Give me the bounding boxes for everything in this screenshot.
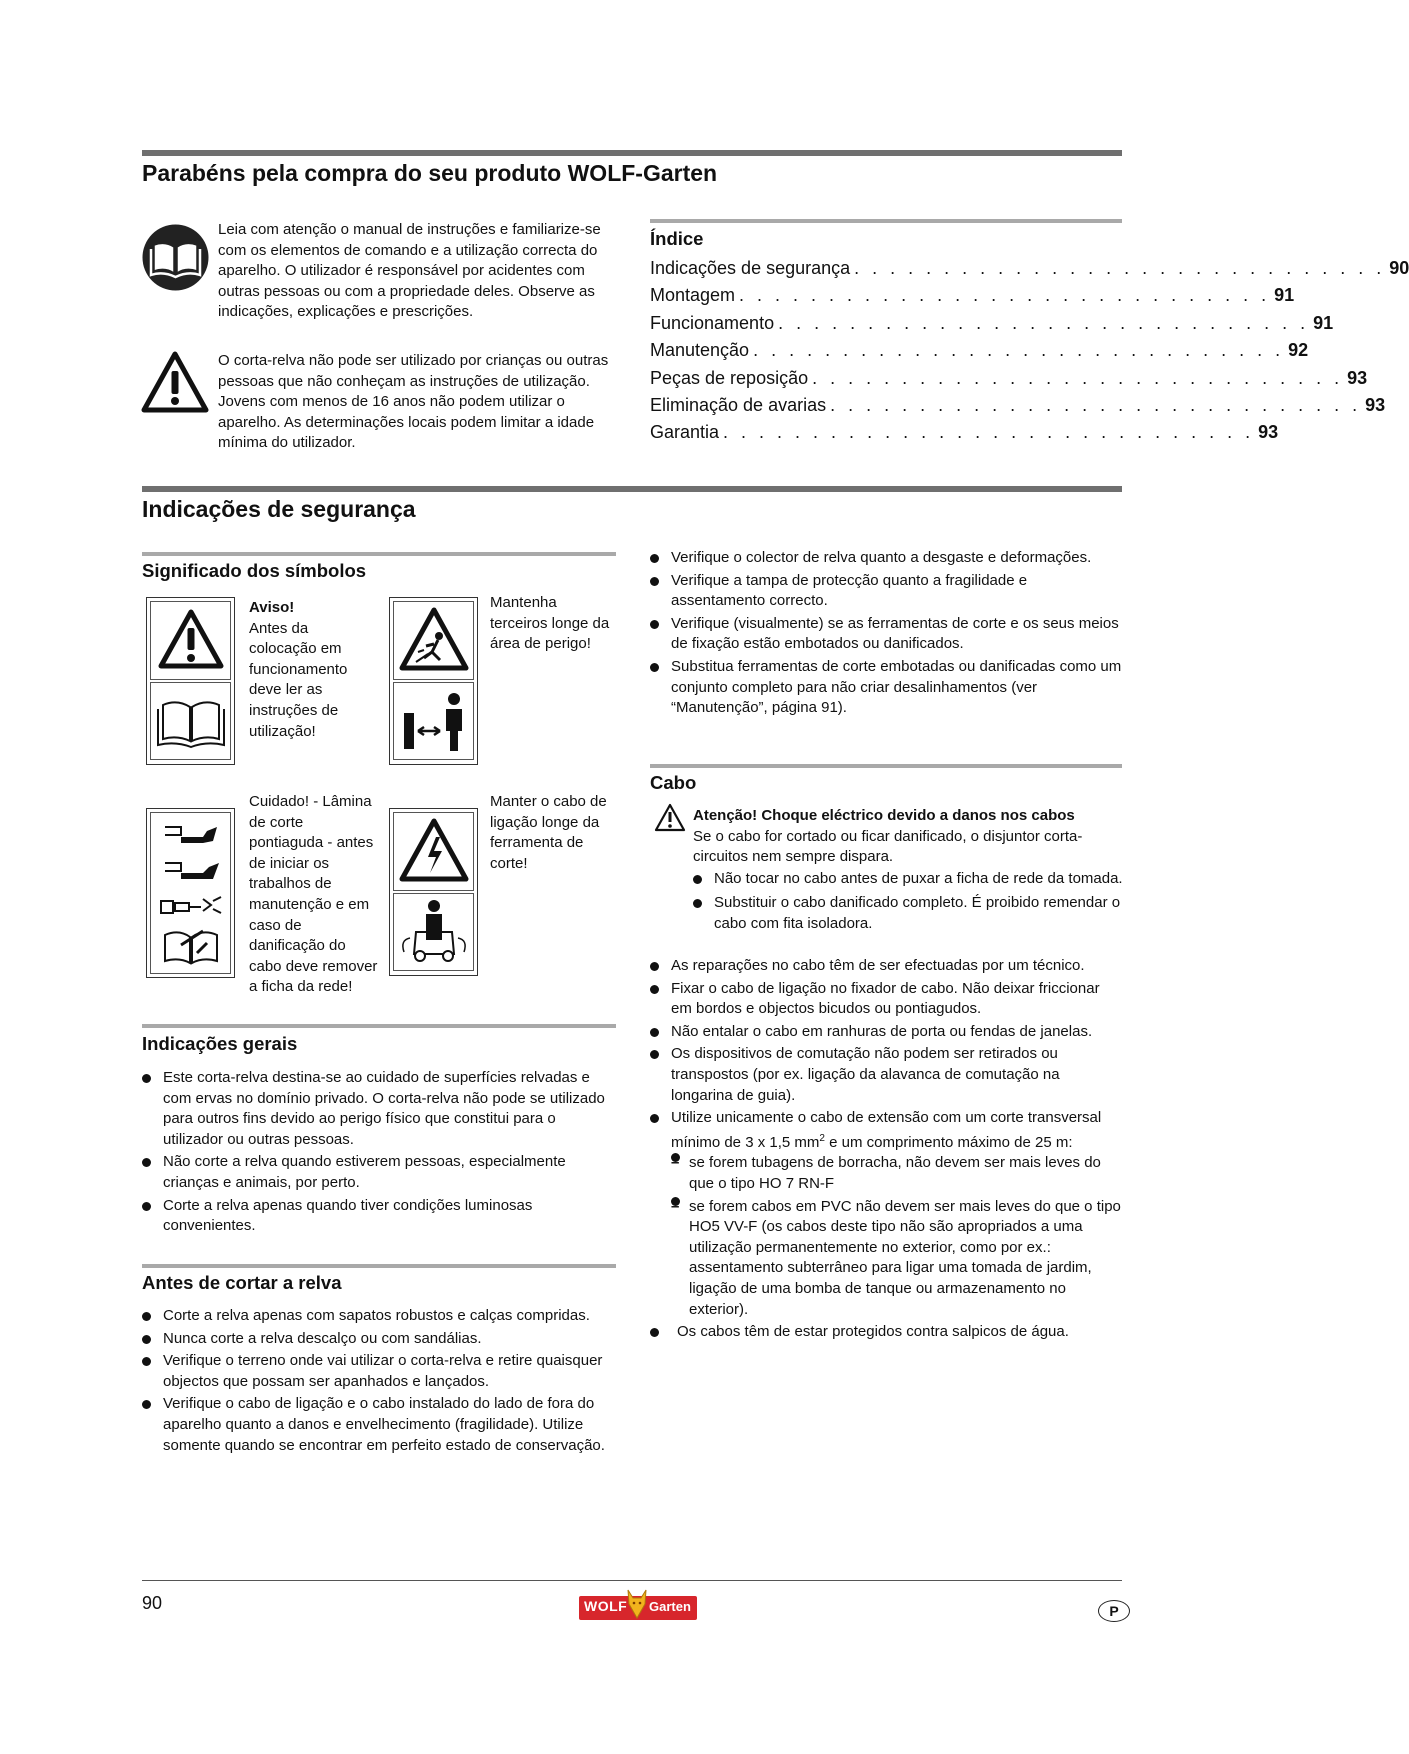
symbols-title: Significado dos símbolos xyxy=(142,560,367,581)
aviso-text xyxy=(249,598,379,742)
distance-person-icon xyxy=(394,683,474,758)
footer-rule xyxy=(142,1580,1122,1581)
cable-symbol-text: Manter o cabo de ligação longe da ferramenta de corte! xyxy=(490,793,607,872)
list-item: Nunca corte a relva descalço ou com sandálias. xyxy=(142,1329,616,1350)
book-icon xyxy=(151,683,231,758)
list-item: Não corte a relva quando estiverem pessoas, especialmente crianças e animais, por perto. xyxy=(142,1152,616,1193)
logo-garten-text: Garten xyxy=(649,1599,691,1614)
blade-unplug-icon xyxy=(151,813,231,973)
aviso-body: Antes da colocação em funcionamento deve ler as instruções de utilização! xyxy=(249,619,348,740)
cable-title: Cabo xyxy=(650,772,697,793)
mower-operator-icon xyxy=(394,894,474,969)
toc-item[interactable]: Funcionamento . . . . . . . . . . . . . . . . . . . . . . . . . . . . . . 91 xyxy=(650,312,1334,333)
country-badge: P xyxy=(1098,1600,1130,1622)
before-rule xyxy=(142,1264,616,1268)
cable-warning-text: Se o cabo for cortado ou ficar danificado, o disjuntor corta-circuitos nem sempre dispara. xyxy=(693,827,1083,866)
list-item: Substituir o cabo danificado completo. É proibido remendar o cabo com fita isoladora. xyxy=(693,893,1123,934)
toc-item[interactable]: Indicações de segurança . . . . . . . . . . . . . . . . . . . . . . . . . . . . . . 90 xyxy=(650,258,1409,278)
symbol-read-manual xyxy=(146,597,235,765)
symbol-keep-distance xyxy=(389,597,478,765)
toc-item[interactable]: Peças de reposição . . . . . . . . . . . . . . . . . . . . . . . . . . . . . . 93 xyxy=(650,367,1368,388)
list-item: Verifique o cabo de ligação e o cabo instalado do lado de fora do aparelho quanto a danos e envelhecimento (fragilidade). Utilize somente quando se encontrar em perfeito estado de conservação. xyxy=(142,1394,616,1456)
toc-rule xyxy=(650,219,1122,223)
list-item: Não tocar no cabo antes de puxar a ficha de rede da tomada. xyxy=(693,869,1123,890)
book-icon xyxy=(141,223,210,292)
toc-list xyxy=(650,258,1409,450)
cable-rule xyxy=(650,764,1122,768)
before-list xyxy=(142,1306,616,1458)
general-rule xyxy=(142,1024,616,1028)
page-number: 90 xyxy=(142,1593,163,1613)
read-manual-text: Leia com atenção o manual de instruções e familiarize-se com os elementos de comando e a utilização correcta do aparelho. O utilizador é responsável por acidentes com outras pessoas ou com a propriedade deles. Observe as indicações, explicações e prescrições. xyxy=(218,221,601,321)
list-item: Este corta-relva destina-se ao cuidado de superfícies relvadas e com ervas no domínio privado. O corta-relva não pode se utilizado para outros fins devido ao perigo físico que constitui para o utilizador ou outras pessoas. xyxy=(142,1068,616,1150)
warning-triangle-icon xyxy=(141,350,209,414)
list-item: Corte a relva apenas com sapatos robustos e calças compridas. xyxy=(142,1306,616,1327)
right-top-list xyxy=(650,548,1122,721)
aviso-heading: Aviso! xyxy=(249,599,295,616)
wolf-garten-logo xyxy=(579,1588,697,1622)
symbol-cable-away xyxy=(389,808,478,976)
extension-sublist xyxy=(671,1153,1122,1320)
symbols-rule xyxy=(142,552,616,556)
wolf-head-icon xyxy=(626,1588,648,1620)
list-item: Não entalar o cabo em ranhuras de porta ou fendas de janelas. xyxy=(650,1022,1122,1043)
toc-item[interactable]: Montagem . . . . . . . . . . . . . . . . . . . . . . . . . . . . . . 91 xyxy=(650,285,1295,306)
toc-item[interactable]: Eliminação de avarias . . . . . . . . . . . . . . . . . . . . . . . . . . . . . . 93 xyxy=(650,394,1386,415)
toc-item[interactable]: Garantia . . . . . . . . . . . . . . . . . . . . . . . . . . . . . . 93 xyxy=(650,422,1279,443)
before-title: Antes de cortar a relva xyxy=(142,1272,342,1293)
sub-list-item: – se forem tubagens de borracha, não devem ser mais leves do que o tipo HO 7 RN-F xyxy=(671,1153,1122,1194)
list-item: Verifique o terreno onde vai utilizar o corta-relva e retire quaisquer objectos que possam ser apanhados e lançados. xyxy=(142,1351,616,1392)
toc-item[interactable]: Manutenção . . . . . . . . . . . . . . . . . . . . . . . . . . . . . . 92 xyxy=(650,340,1309,361)
cable-warning-heading: Atenção! Choque eléctrico devido a danos nos cabos xyxy=(693,807,1075,824)
list-item: As reparações no cabo têm de ser efectuadas por um técnico. xyxy=(650,956,1122,977)
electric-shock-icon xyxy=(394,813,474,889)
top-rule xyxy=(142,150,1122,156)
general-title: Indicações gerais xyxy=(142,1033,298,1054)
sub-list-item: – se forem cabos em PVC não devem ser mais leves do que o tipo HO5 VV-F (os cabos deste tipo não são apropriados a uma utilização permanentemente no exterior, como por ex.: assentamento subterrâneo para ligar uma tomada de jardim, ligação de uma bomba de tanque ou armazenamento no exterior). xyxy=(671,1197,1122,1321)
safety-title: Indicações de segurança xyxy=(142,496,416,522)
symbol-blade-unplug xyxy=(146,808,235,978)
list-item: Verifique (visualmente) se as ferramentas de corte e os seus meios de fixação estão embotados ou danificados. xyxy=(650,614,1122,655)
list-item: Fixar o cabo de ligação no fixador de cabo. Não deixar friccionar em bordos e objectos bicudos ou pontiagudos. xyxy=(650,979,1122,1020)
children-warning-text: O corta-relva não pode ser utilizado por crianças ou outras pessoas que não conheçam as instruções de utilização. Jovens com menos de 16 anos não podem utilizar o aparelho. As determinações locais podem limitar a idade mínima do utilizador. xyxy=(218,352,609,452)
cuidado-text: Cuidado! - Lâmina de corte pontiaguda - antes de iniciar os trabalhos de manutenção e em caso de danificação do cabo deve remover a ficha da rede! xyxy=(249,793,378,996)
warning-icon xyxy=(151,602,231,678)
thrown-object-icon xyxy=(394,602,474,678)
list-item: Verifique o colector de relva quanto a desgaste e deformações. xyxy=(650,548,1122,569)
list-item-extension: Utilize unicamente o cabo de extensão com um corte transversal mínimo de 3 x 1,5 $mm^2$ e um comprimento máximo de 25 m: – se forem tubagens de borracha, não devem ser mais leves do que o tipo HO 7 RN-F – se forem cabos em PVC não devem ser mais leves do que o tipo HO5 VV-F (os cabos deste tipo não são apropriados a uma utilização permanentemente no exterior, como por ex.: assentamento subterrâneo para ligar uma tomada de jardim, ligação de uma bomba de tanque ou armazenamento no exterior). xyxy=(650,1108,1122,1320)
list-item: Corte a relva apenas quando tiver condições luminosas convenientes. xyxy=(142,1196,616,1237)
distance-text: Mantenha terceiros longe da área de perigo! xyxy=(490,594,610,653)
cable-warning-block xyxy=(693,806,1123,937)
list-item: Verifique a tampa de protecção quanto a fragilidade e assentamento correcto. xyxy=(650,571,1122,612)
logo-wolf-text: WOLF xyxy=(584,1598,628,1614)
list-item: Substitua ferramentas de corte embotadas ou danificadas como um conjunto completo para não criar desalinhamentos (ver “Manutenção”, página 91). xyxy=(650,657,1122,719)
cable-warning-icon xyxy=(654,803,686,833)
general-list xyxy=(142,1068,616,1239)
list-item: Os cabos têm de estar protegidos contra salpicos de água. xyxy=(650,1322,1122,1343)
toc-title: Índice xyxy=(650,228,704,249)
intro-title: Parabéns pela compra do seu produto WOLF-Garten xyxy=(142,160,718,186)
cable-warning-list xyxy=(693,869,1123,935)
safety-rule xyxy=(142,486,1122,492)
cable-list xyxy=(650,956,1122,1345)
list-item: Os dispositivos de comutação não podem ser retirados ou transpostos (por ex. ligação da alavanca de comutação na longarina de guia). xyxy=(650,1044,1122,1106)
